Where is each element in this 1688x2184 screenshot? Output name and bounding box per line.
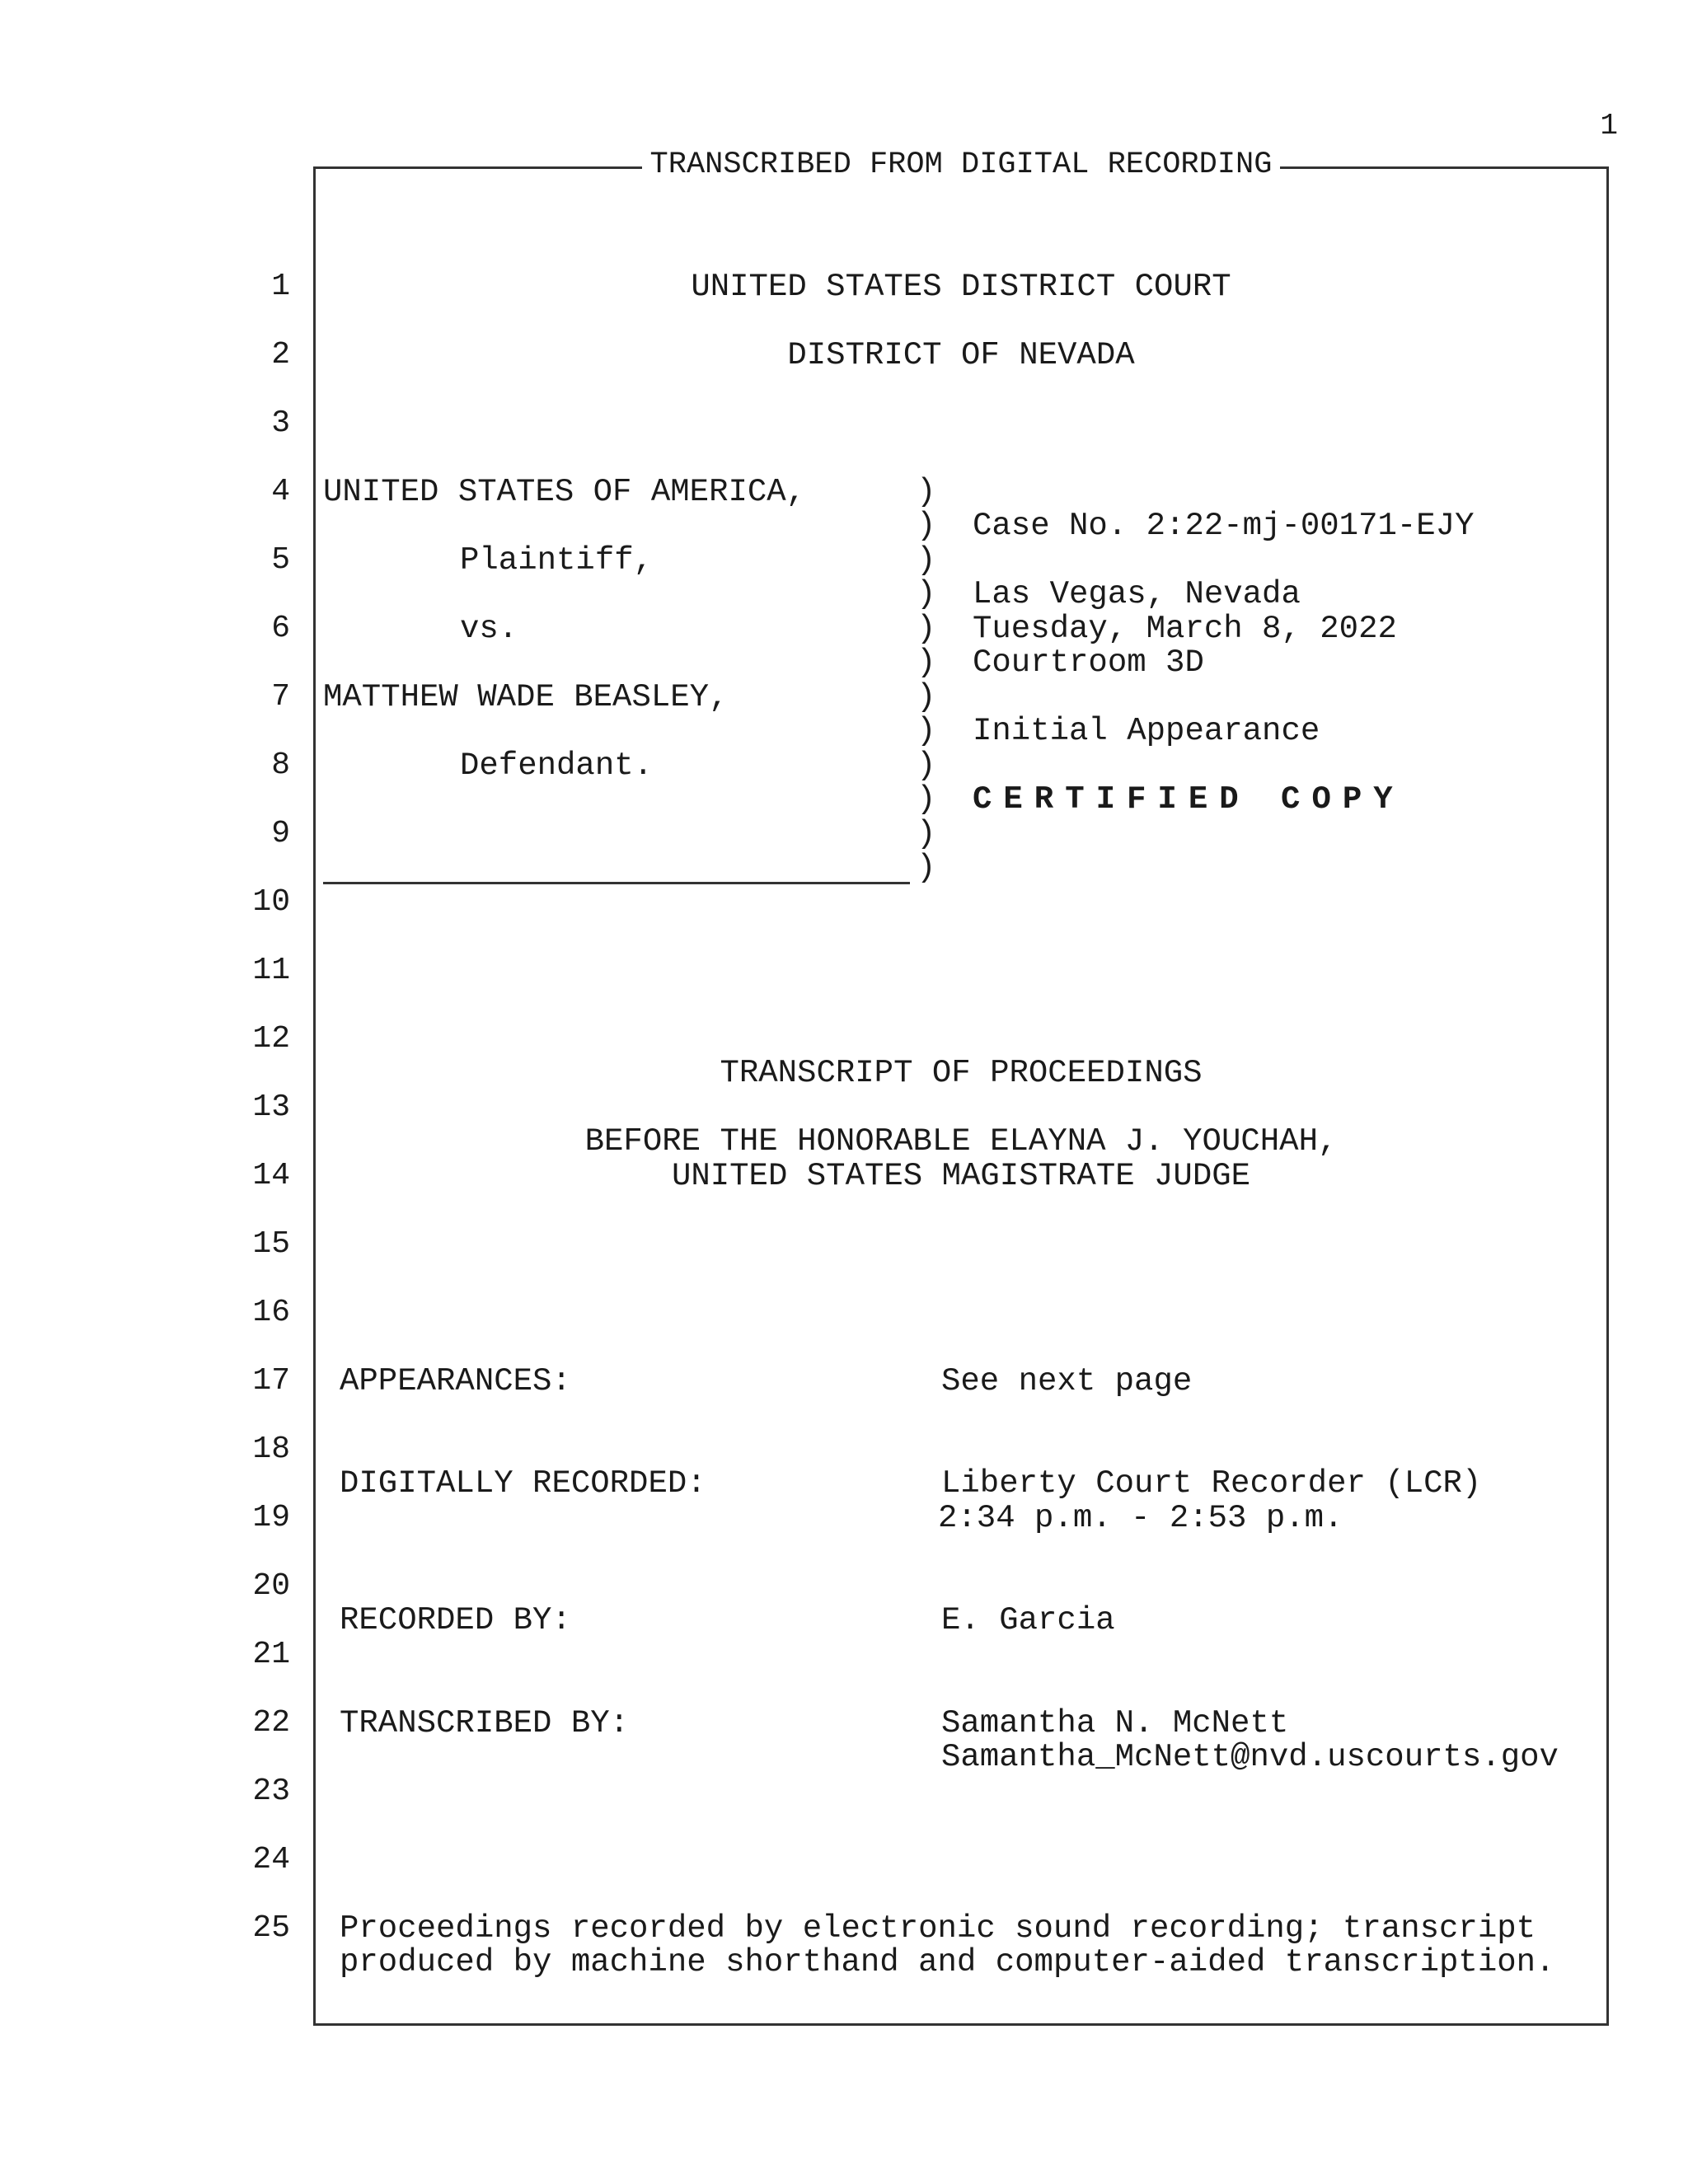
paren: ) bbox=[917, 781, 936, 818]
judge-title: UNITED STATES MAGISTRATE JUDGE bbox=[671, 1158, 1251, 1194]
appearances-label: APPEARANCES: bbox=[340, 1363, 571, 1399]
paren: ) bbox=[917, 850, 936, 886]
plaintiff-name: UNITED STATES OF AMERICA, bbox=[323, 474, 806, 510]
line-number: 8 bbox=[271, 748, 290, 783]
versus: vs. bbox=[460, 611, 518, 647]
line-number: 6 bbox=[271, 611, 290, 646]
line-number: 23 bbox=[252, 1774, 290, 1809]
line-number: 9 bbox=[271, 816, 290, 851]
line-number: 10 bbox=[252, 884, 290, 920]
frame-title-text: TRANSCRIBED FROM DIGITAL RECORDING bbox=[642, 148, 1281, 182]
line-number: 14 bbox=[252, 1158, 290, 1193]
recorded-by-label: RECORDED BY: bbox=[340, 1602, 571, 1638]
line-number: 13 bbox=[252, 1090, 290, 1125]
paren: ) bbox=[917, 713, 936, 749]
recorded-value: Liberty Court Recorder (LCR) bbox=[941, 1465, 1482, 1502]
judge-line: BEFORE THE HONORABLE ELAYNA J. YOUCHAH, bbox=[584, 1123, 1338, 1160]
frame-title bbox=[313, 148, 1609, 181]
transcribed-by-label: TRANSCRIBED BY: bbox=[340, 1705, 630, 1741]
appearances-value: See next page bbox=[941, 1363, 1193, 1399]
defendant-role: Defendant. bbox=[460, 748, 654, 784]
plaintiff-role: Plaintiff, bbox=[460, 542, 654, 579]
transcriber-email: Samantha_McNett@nvd.uscourts.gov bbox=[941, 1739, 1559, 1775]
case-number: Case No. 2:22-mj-00171-EJY bbox=[973, 508, 1475, 544]
line-number: 4 bbox=[271, 474, 290, 509]
line-number: 16 bbox=[252, 1295, 290, 1330]
line-number: 19 bbox=[252, 1500, 290, 1535]
line-number: 20 bbox=[252, 1568, 290, 1604]
paren: ) bbox=[917, 679, 936, 715]
recorded-time: 2:34 p.m. - 2:53 p.m. bbox=[938, 1500, 1343, 1536]
proceeding-type: Initial Appearance bbox=[973, 713, 1320, 749]
line-number: 17 bbox=[252, 1363, 290, 1399]
line-number: 24 bbox=[252, 1842, 290, 1877]
line-number: 7 bbox=[271, 679, 290, 715]
line-number: 22 bbox=[252, 1705, 290, 1741]
court-district: DISTRICT OF NEVADA bbox=[787, 337, 1135, 373]
line-number: 12 bbox=[252, 1021, 290, 1057]
case-location: Las Vegas, Nevada bbox=[973, 576, 1301, 612]
paren: ) bbox=[917, 508, 936, 544]
paren: ) bbox=[917, 816, 936, 852]
paren: ) bbox=[917, 576, 936, 612]
recorded-label: DIGITALLY RECORDED: bbox=[340, 1465, 706, 1502]
recorded-by-value: E. Garcia bbox=[941, 1602, 1115, 1638]
defendant-name: MATTHEW WADE BEASLEY, bbox=[323, 679, 729, 715]
case-date: Tuesday, March 8, 2022 bbox=[973, 611, 1397, 647]
line-number: 2 bbox=[271, 337, 290, 373]
paren: ) bbox=[917, 644, 936, 681]
line-number: 15 bbox=[252, 1226, 290, 1262]
line-number: 25 bbox=[252, 1910, 290, 1946]
page-number: 1 bbox=[1600, 109, 1618, 143]
certified-copy: CERTIFIED COPY bbox=[973, 781, 1404, 818]
transcript-heading: TRANSCRIPT OF PROCEEDINGS bbox=[720, 1055, 1203, 1091]
paren: ) bbox=[917, 542, 936, 579]
line-number: 11 bbox=[252, 953, 290, 988]
courtroom: Courtroom 3D bbox=[973, 644, 1204, 681]
transcribed-by-value: Samantha N. McNett bbox=[941, 1705, 1289, 1741]
paren: ) bbox=[917, 611, 936, 647]
paren: ) bbox=[917, 748, 936, 784]
recording-note-line-1: Proceedings recorded by electronic sound recording; transcript bbox=[340, 1910, 1536, 1947]
line-number: 21 bbox=[252, 1637, 290, 1672]
line-number: 3 bbox=[271, 405, 290, 441]
line-number: 18 bbox=[252, 1432, 290, 1467]
line-number: 5 bbox=[271, 542, 290, 578]
court-name: UNITED STATES DISTRICT COURT bbox=[691, 269, 1231, 305]
recording-note-line-2: produced by machine shorthand and computer-aided transcription. bbox=[340, 1944, 1555, 1980]
caption-underline bbox=[323, 882, 910, 884]
paren: ) bbox=[917, 474, 936, 510]
line-number: 1 bbox=[271, 269, 290, 304]
